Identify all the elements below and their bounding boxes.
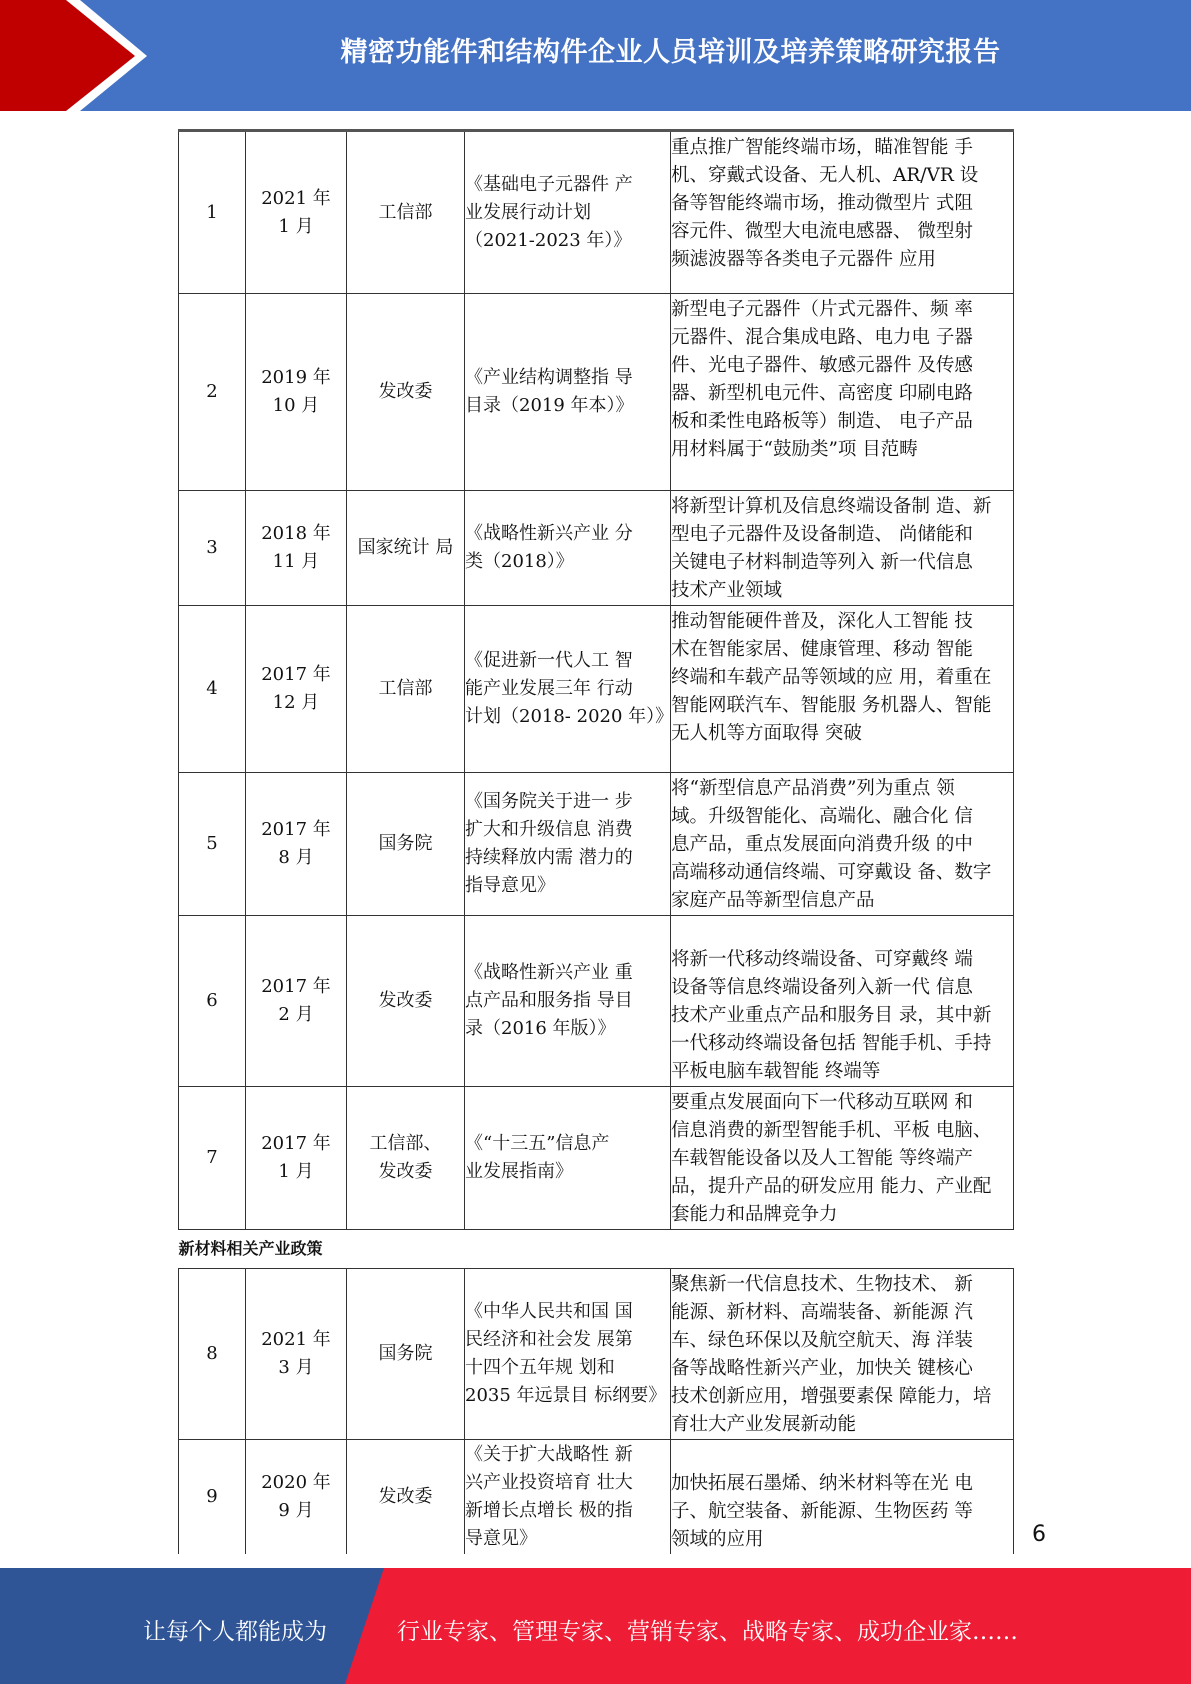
issuing-department: 国务院 (347, 773, 465, 916)
policy-description: 重点推广智能终端市场，瞄准智能 手 机、穿戴式设备、无人机、AR/VR 设 备等智能终端市场，推动微型片 式阻 容元件、微型大电流电感器、 微型射 频滤波器等各类电子元器件 应用 (671, 131, 1014, 294)
policy-description: 新型电子元器件（片式元器件、频 率 元器件、混合集成电路、电力电 子器 件、光电子器件、敏感元器件 及传感 器、新型机电元件、高密度 印刷电路 板和柔性电路板等）制造、 电子产品 用材料属于“鼓励类”项 目范畴 (671, 294, 1014, 491)
row-number: 9 (179, 1440, 246, 1555)
row-number: 4 (179, 606, 246, 773)
page-number: 6 (1032, 1522, 1046, 1547)
row-number: 8 (179, 1269, 246, 1440)
issue-date: 2018 年 11 月 (246, 491, 347, 606)
issuing-department: 发改委 (347, 294, 465, 491)
issuing-department: 工信部 (347, 131, 465, 294)
report-title: 精密功能件和结构件企业人员培训及培养策略研究报告 (340, 37, 1001, 68)
issue-date: 2017 年 12 月 (246, 606, 347, 773)
policy-title: 《促进新一代人工 智 能产业发展三年 行动 计划（2018- 2020 年）》 (465, 606, 671, 773)
policy-description: 推动智能硬件普及，深化人工智能 技 术在智能家居、健康管理、移动 智能 终端和车载产品等领域的应 用，着重在 智能网联汽车、智能服 务机器人、智能 无人机等方面取得 突破 (671, 606, 1014, 773)
row-number: 3 (179, 491, 246, 606)
policy-description: 聚焦新一代信息技术、生物技术、 新 能源、新材料、高端装备、新能源 汽 车、绿色环保以及航空航天、海 洋装 备等战略性新兴产业，加快关 键核心 技术创新应用，增强要素保 障能力，培 育壮大产业发展新动能 (671, 1269, 1014, 1440)
issuing-department: 国家统计 局 (347, 491, 465, 606)
footer-slogan-left: 让每个人都能成为 (143, 1619, 327, 1645)
policy-description: 加快拓展石墨烯、纳米材料等在光 电 子、航空装备、新能源、生物医药 等 领域的应用 (671, 1440, 1014, 1555)
policy-description: 将新型计算机及信息终端设备制 造、新 型电子元器件及设备制造、 尚储能和 关键电子材料制造等列入 新一代信息 技术产业领域 (671, 491, 1014, 606)
issue-date: 2019 年 10 月 (246, 294, 347, 491)
issuing-department: 工信部、 发改委 (347, 1087, 465, 1230)
page-header (0, 0, 1191, 111)
issue-date: 2017 年 8 月 (246, 773, 347, 916)
section-heading: 新材料相关产业政策 (179, 1230, 1014, 1269)
policy-title: 《“十三五”信息产 业发展指南》 (465, 1087, 671, 1230)
issuing-department: 工信部 (347, 606, 465, 773)
issue-date: 2021 年 1 月 (246, 131, 347, 294)
issue-date: 2017 年 2 月 (246, 916, 347, 1087)
issuing-department: 国务院 (347, 1269, 465, 1440)
issue-date: 2020 年 9 月 (246, 1440, 347, 1555)
policy-title: 《基础电子元器件 产 业发展行动计划 （2021-2023 年）》 (465, 131, 671, 294)
issue-date: 2017 年 1 月 (246, 1087, 347, 1230)
footer-slogan-right: 行业专家、管理专家、营销专家、战略专家、成功企业家…… (397, 1619, 1018, 1645)
table-row (179, 773, 1014, 916)
table-row (179, 1087, 1014, 1230)
row-number: 2 (179, 294, 246, 491)
section-row (179, 1230, 1014, 1269)
table-row (179, 606, 1014, 773)
policy-title: 《战略性新兴产业 分 类（2018）》 (465, 491, 671, 606)
policy-description: 将“新型信息产品消费”列为重点 领 域。升级智能化、高端化、融合化 信 息产品，重点发展面向消费升级 的中 高端移动通信终端、可穿戴设 备、数字 家庭产品等新型信息产品 (671, 773, 1014, 916)
policy-title: 《关于扩大战略性 新 兴产业投资培育 壮大 新增长点增长 极的指 导意见》 (465, 1440, 671, 1555)
issuing-department: 发改委 (347, 1440, 465, 1555)
policy-title: 《产业结构调整指 导 目录（2019 年本）》 (465, 294, 671, 491)
policy-description: 要重点发展面向下一代移动互联网 和 信息消费的新型智能手机、平板 电脑、 车载智能设备以及人工智能 等终端产 品，提升产品的研发应用 能力、产业配 套能力和品牌竞争力 (671, 1087, 1014, 1230)
policy-table (178, 129, 1014, 1554)
table-row (179, 131, 1014, 294)
table-row (179, 294, 1014, 491)
policy-title: 《战略性新兴产业 重 点产品和服务指 导目 录（2016 年版）》 (465, 916, 671, 1087)
table-row (179, 491, 1014, 606)
issue-date: 2021 年 3 月 (246, 1269, 347, 1440)
policy-title: 《国务院关于进一 步 扩大和升级信息 消费 持续释放内需 潜力的 指导意见》 (465, 773, 671, 916)
row-number: 5 (179, 773, 246, 916)
issuing-department: 发改委 (347, 916, 465, 1087)
policy-description: 将新一代移动终端设备、可穿戴终 端 设备等信息终端设备列入新一代 信息 技术产业重点产品和服务目 录，其中新 一代移动终端设备包括 智能手机、手持 平板电脑车载智能 终端等 (671, 916, 1014, 1087)
row-number: 1 (179, 131, 246, 294)
table-row (179, 916, 1014, 1087)
row-number: 6 (179, 916, 246, 1087)
page-footer (0, 1568, 1191, 1684)
row-number: 7 (179, 1087, 246, 1230)
table-row (179, 1269, 1014, 1440)
policy-title: 《中华人民共和国 国 民经济和社会发 展第 十四个五年规 划和 2035 年远景目 标纲要》 (465, 1269, 671, 1440)
table-row (179, 1440, 1014, 1555)
